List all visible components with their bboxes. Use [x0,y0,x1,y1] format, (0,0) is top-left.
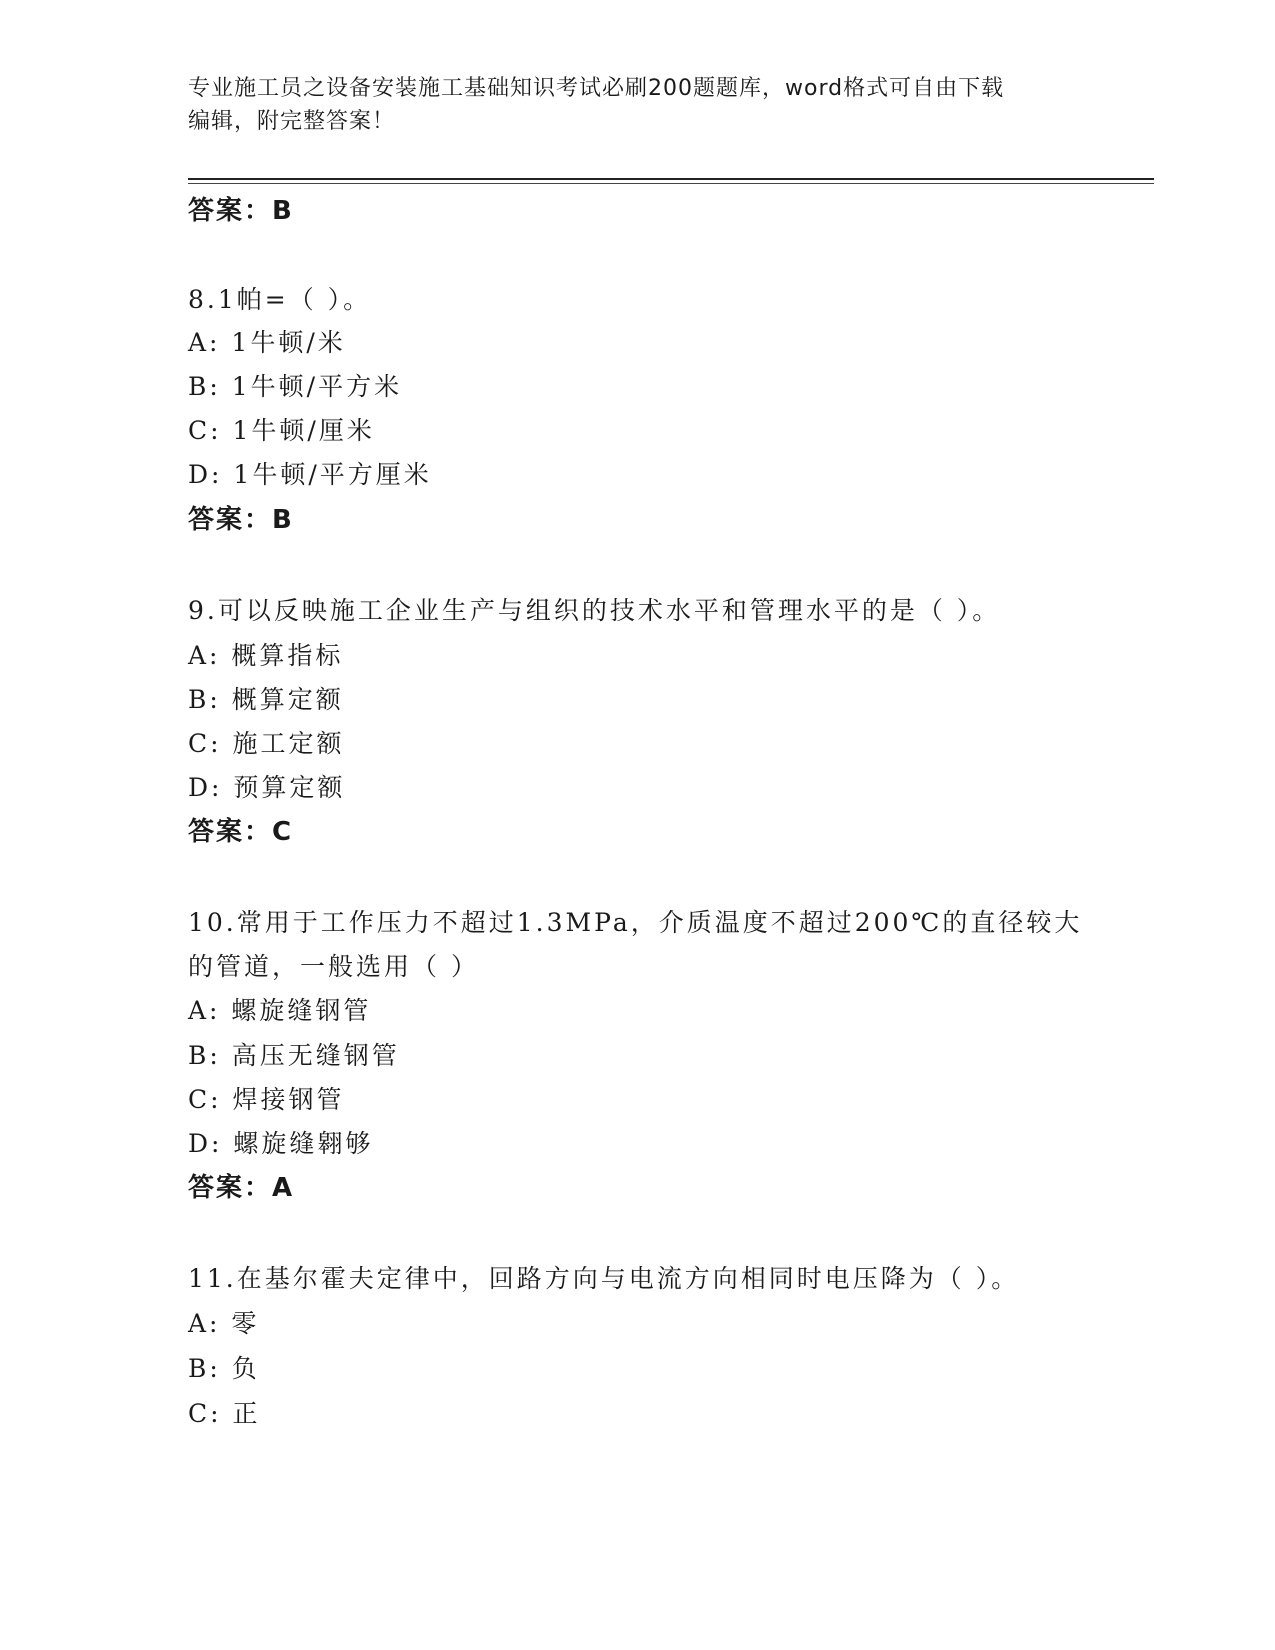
question-11-option-b: B: 负 [188,1354,260,1383]
question-10-stem-line-2: 的管道，一般选用（ ） [188,952,479,981]
question-9-option-b: B: 概算定额 [188,685,344,714]
question-8-option-c: C: 1牛顿/厘米 [188,416,375,445]
question-9-answer: 答案：C [188,817,294,847]
question-9-stem: 9.可以反映施工企业生产与组织的技术水平和管理水平的是（ ）。 [188,596,1001,625]
question-8-option-a: A: 1牛顿/米 [188,328,346,357]
question-9-option-d: D: 预算定额 [188,773,346,802]
question-10-option-b: B: 高压无缝钢管 [188,1041,400,1070]
question-10-option-a: A: 螺旋缝钢管 [188,996,372,1025]
question-8-answer: 答案：B [188,505,294,535]
question-10-stem-line-1: 10.常用于工作压力不超过1.3MPa，介质温度不超过200℃的直径较大 [188,908,1083,937]
question-10-option-c: C: 焊接钢管 [188,1085,345,1114]
question-8-option-b: B: 1牛顿/平方米 [188,372,403,401]
header-line-1: 专业施工员之设备安装施工基础知识考试必刷200题题库，word格式可自由下载 [188,76,1005,101]
header-line-2: 编辑，附完整答案！ [188,109,396,134]
question-8-stem: 8.1帕=（ ）。 [188,285,372,314]
question-9-option-a: A: 概算指标 [188,641,344,670]
question-8-option-d: D: 1牛顿/平方厘米 [188,460,432,489]
question-10-answer: 答案：A [188,1173,295,1203]
header-divider [188,178,1154,180]
question-9-option-c: C: 施工定额 [188,729,345,758]
question-11-option-a: A: 零 [188,1309,260,1338]
question-11-stem: 11.在基尔霍夫定律中，回路方向与电流方向相同时电压降为（ ）。 [188,1264,1020,1293]
question-11-option-c: C: 正 [188,1399,261,1428]
answer-previous: 答案：B [188,196,294,226]
header-divider-thin [188,183,1154,184]
question-10-option-d: D: 螺旋缝翱够 [188,1129,374,1158]
document-header [188,72,1088,138]
